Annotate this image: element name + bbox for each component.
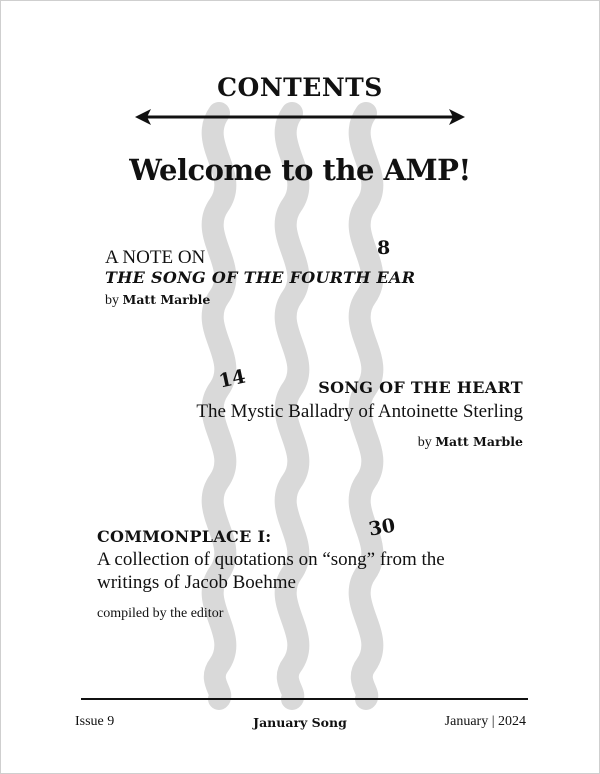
byline-prefix: by <box>417 435 432 450</box>
entry-description: A collection of quotations on “song” from the writings of Jacob Boehme <box>97 549 445 593</box>
entry-page-number: 14 <box>217 365 248 393</box>
entry-title: SONG OF THE HEART <box>318 378 523 397</box>
entry-page-number: 30 <box>367 514 397 541</box>
entry-title: COMMONPLACE I: <box>97 527 272 546</box>
welcome-heading: Welcome to the AMP! <box>129 153 471 187</box>
footer-rule <box>81 698 528 700</box>
contents-heading: CONTENTS <box>217 73 383 102</box>
entry-overline: A NOTE ON <box>105 247 206 268</box>
entry-byline <box>105 292 210 309</box>
footer-issue: Issue 9 <box>75 714 115 729</box>
entry-byline: compiled by the editor <box>97 606 224 621</box>
byline-prefix: by <box>105 293 119 308</box>
author-name: Matt Marble <box>435 434 523 449</box>
entry-byline <box>418 434 523 451</box>
footer-issue-name: January Song <box>253 715 347 730</box>
footer-date: January | 2024 <box>444 714 526 729</box>
entry-title: THE SONG OF THE FOURTH EAR <box>105 268 416 287</box>
author-name: Matt Marble <box>122 292 211 307</box>
entry-page-number: 8 <box>377 237 391 259</box>
double-arrow-icon <box>135 107 465 127</box>
entry-subtitle: The Mystic Balladry of Antoinette Sterling <box>196 401 523 422</box>
